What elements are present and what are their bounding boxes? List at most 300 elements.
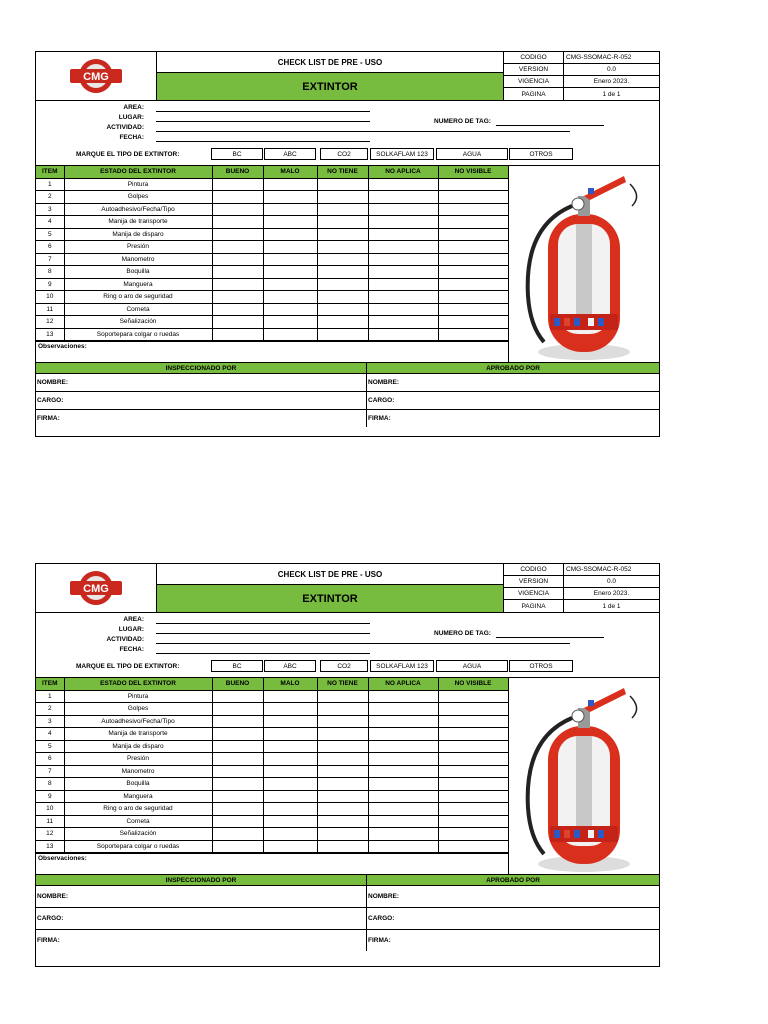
cell-no-tiene[interactable]	[317, 728, 368, 741]
item-number: 5	[36, 228, 64, 241]
cell-no-visible[interactable]	[438, 241, 508, 254]
lugar-field[interactable]	[156, 633, 370, 634]
tag-field[interactable]	[496, 637, 604, 638]
cell-no-aplica[interactable]	[368, 753, 438, 766]
item-name: Manija de disparo	[64, 228, 212, 241]
cell-no-visible[interactable]	[438, 740, 508, 753]
item-name: Señalización	[64, 828, 212, 841]
item-number: 2	[36, 703, 64, 716]
cell-no-tiene[interactable]	[317, 690, 368, 703]
cell-bueno[interactable]	[212, 328, 263, 341]
item-number: 9	[36, 278, 64, 291]
cell-malo[interactable]	[263, 803, 317, 816]
company-logo	[36, 564, 157, 612]
cell-bueno[interactable]	[212, 778, 263, 791]
item-name: Presión	[64, 753, 212, 766]
code-label: CODIGO	[504, 52, 564, 64]
cell-no-aplica[interactable]	[368, 266, 438, 279]
cell-bueno[interactable]	[212, 253, 263, 266]
cell-no-aplica[interactable]	[368, 728, 438, 741]
checklist-rows	[36, 690, 508, 853]
version-label: VERSION	[504, 576, 564, 588]
cell-no-aplica[interactable]	[368, 241, 438, 254]
item-number: 6	[36, 241, 64, 254]
cell-no-tiene[interactable]	[317, 790, 368, 803]
cell-bueno[interactable]	[212, 803, 263, 816]
item-number: 9	[36, 790, 64, 803]
cell-malo[interactable]	[263, 703, 317, 716]
cell-no-aplica[interactable]	[368, 203, 438, 216]
cell-no-aplica[interactable]	[368, 815, 438, 828]
cell-no-tiene[interactable]	[317, 815, 368, 828]
form-subtitle: EXTINTOR	[157, 73, 503, 100]
cell-no-tiene[interactable]	[317, 828, 368, 841]
tag-label: NUMERO DE TAG:	[434, 118, 491, 125]
inspected-by-header: INSPECCIONADO POR	[36, 875, 366, 886]
approver-cargo-field[interactable]: CARGO:	[367, 392, 659, 410]
cell-bueno[interactable]	[212, 815, 263, 828]
cell-bueno[interactable]	[212, 715, 263, 728]
cell-bueno[interactable]	[212, 203, 263, 216]
item-number: 10	[36, 803, 64, 816]
cell-no-visible[interactable]	[438, 203, 508, 216]
cell-no-tiene[interactable]	[317, 203, 368, 216]
cell-no-aplica[interactable]	[368, 715, 438, 728]
area-field[interactable]	[156, 623, 370, 624]
cell-no-tiene[interactable]	[317, 178, 368, 191]
approver-firma-field[interactable]: FIRMA:	[368, 937, 391, 944]
cell-malo[interactable]	[263, 191, 317, 204]
cell-no-visible[interactable]	[438, 266, 508, 279]
cell-no-visible[interactable]	[438, 765, 508, 778]
actividad-label: ACTIVIDAD:	[106, 636, 144, 643]
cell-no-aplica[interactable]	[368, 778, 438, 791]
cell-no-tiene[interactable]	[317, 840, 368, 853]
checklist-row	[36, 790, 508, 803]
cell-no-visible[interactable]	[438, 253, 508, 266]
item-number: 2	[36, 191, 64, 204]
cell-no-tiene[interactable]	[317, 778, 368, 791]
info-section	[36, 613, 659, 678]
inspector-firma-field[interactable]: FIRMA:	[37, 415, 60, 422]
checklist-row	[36, 216, 508, 229]
cell-no-aplica[interactable]	[368, 740, 438, 753]
cell-malo[interactable]	[263, 278, 317, 291]
cell-no-tiene[interactable]	[317, 241, 368, 254]
item-number: 1	[36, 690, 64, 703]
item-number: 6	[36, 753, 64, 766]
item-name: Manija de disparo	[64, 740, 212, 753]
item-name: Boquilla	[64, 266, 212, 279]
item-name: Ring o aro de seguridad	[64, 803, 212, 816]
extinguisher-diagram	[508, 166, 659, 362]
cell-no-visible[interactable]	[438, 703, 508, 716]
type-bc-box[interactable]: BC	[211, 148, 263, 160]
item-number: 11	[36, 815, 64, 828]
cell-no-tiene[interactable]	[317, 753, 368, 766]
cell-no-aplica[interactable]	[368, 191, 438, 204]
cell-bueno[interactable]	[212, 753, 263, 766]
form-title: CHECK LIST DE PRE - USO	[157, 564, 503, 585]
svg-text:CMG: CMG	[83, 583, 109, 595]
col-bueno: BUENO	[212, 678, 263, 690]
type-agua-box[interactable]: AGUA	[436, 148, 508, 160]
cell-no-visible[interactable]	[438, 828, 508, 841]
pagina-label: PAGINA	[504, 600, 564, 612]
col-estado: ESTADO DEL EXTINTOR	[64, 166, 212, 178]
approver-name-field[interactable]: NOMBRE:	[367, 886, 659, 908]
item-name: Manometro	[64, 253, 212, 266]
cell-malo[interactable]	[263, 316, 317, 329]
extinguisher-type-label: MARQUE EL TIPO DE EXTINTOR:	[76, 663, 180, 670]
col-no-aplica: NO APLICA	[368, 166, 438, 178]
inspected-by-header: INSPECCIONADO POR	[36, 363, 366, 374]
checklist-header-row	[36, 678, 508, 690]
observaciones-label: Observaciones:	[36, 341, 508, 361]
cell-no-visible[interactable]	[438, 328, 508, 341]
fecha-label: FECHA:	[119, 134, 144, 141]
cell-no-visible[interactable]	[438, 803, 508, 816]
form-subtitle: EXTINTOR	[157, 585, 503, 612]
cell-bueno[interactable]	[212, 740, 263, 753]
checklist-row	[36, 178, 508, 191]
actividad-field[interactable]	[156, 643, 570, 644]
cell-no-aplica[interactable]	[368, 316, 438, 329]
col-malo: MALO	[263, 678, 317, 690]
vigencia-label: VIGENCIA	[504, 76, 564, 88]
cell-bueno[interactable]	[212, 291, 263, 304]
checklist-row	[36, 228, 508, 241]
cell-no-tiene[interactable]	[317, 803, 368, 816]
fecha-label: FECHA:	[119, 646, 144, 653]
cell-bueno[interactable]	[212, 690, 263, 703]
form-title: CHECK LIST DE PRE - USO	[157, 52, 503, 73]
cell-malo[interactable]	[263, 728, 317, 741]
cell-malo[interactable]	[263, 328, 317, 341]
item-name: Manguera	[64, 278, 212, 291]
cell-no-aplica[interactable]	[368, 690, 438, 703]
col-no-visible: NO VISIBLE	[438, 678, 508, 690]
cell-malo[interactable]	[263, 765, 317, 778]
signature-section	[36, 875, 659, 951]
cell-no-aplica[interactable]	[368, 703, 438, 716]
item-number: 3	[36, 715, 64, 728]
cell-bueno[interactable]	[212, 316, 263, 329]
cell-no-visible[interactable]	[438, 790, 508, 803]
cell-no-tiene[interactable]	[317, 703, 368, 716]
cell-no-tiene[interactable]	[317, 303, 368, 316]
cell-bueno[interactable]	[212, 790, 263, 803]
vigencia-label: VIGENCIA	[504, 588, 564, 600]
col-item: ITEM	[36, 678, 64, 690]
cell-no-visible[interactable]	[438, 191, 508, 204]
cell-malo[interactable]	[263, 715, 317, 728]
cell-no-tiene[interactable]	[317, 228, 368, 241]
cell-no-tiene[interactable]	[317, 740, 368, 753]
col-no-tiene: NO TIENE	[317, 678, 368, 690]
cell-bueno[interactable]	[212, 303, 263, 316]
approved-by-header: APROBADO POR	[367, 875, 659, 886]
col-no-tiene: NO TIENE	[317, 166, 368, 178]
extinguisher-type-label: MARQUE EL TIPO DE EXTINTOR:	[76, 151, 180, 158]
item-number: 8	[36, 266, 64, 279]
cell-no-aplica[interactable]	[368, 228, 438, 241]
type-co2-box[interactable]: CO2	[320, 660, 368, 672]
form-header	[36, 52, 659, 101]
checklist-table	[36, 678, 509, 853]
cell-malo[interactable]	[263, 740, 317, 753]
checklist-rows	[36, 178, 508, 341]
type-abc-box[interactable]: ABC	[264, 148, 316, 160]
inspector-cargo-field[interactable]: CARGO:	[36, 392, 366, 410]
area-label: AREA:	[123, 104, 144, 111]
checklist-form-1	[35, 51, 660, 437]
col-item: ITEM	[36, 166, 64, 178]
inspector-name-field[interactable]: NOMBRE:	[36, 886, 366, 908]
checklist-row	[36, 191, 508, 204]
item-number: 13	[36, 328, 64, 341]
tag-field[interactable]	[496, 125, 604, 126]
cell-no-tiene[interactable]	[317, 278, 368, 291]
lugar-field[interactable]	[156, 121, 370, 122]
cell-no-aplica[interactable]	[368, 278, 438, 291]
version-label: VERSION	[504, 64, 564, 76]
checklist-row	[36, 778, 508, 791]
item-number: 11	[36, 303, 64, 316]
item-number: 5	[36, 740, 64, 753]
area-label: AREA:	[123, 616, 144, 623]
lugar-label: LUGAR:	[118, 114, 144, 121]
cell-bueno[interactable]	[212, 178, 263, 191]
checklist-row	[36, 803, 508, 816]
cell-bueno[interactable]	[212, 228, 263, 241]
pagina-label: PAGINA	[504, 88, 564, 100]
item-name: Autoadhesivo/Fecha/Tipo	[64, 203, 212, 216]
cell-no-tiene[interactable]	[317, 291, 368, 304]
cell-no-tiene[interactable]	[317, 328, 368, 341]
item-name: Pintura	[64, 178, 212, 191]
cell-no-visible[interactable]	[438, 815, 508, 828]
cell-bueno[interactable]	[212, 840, 263, 853]
item-name: Manija de transporte	[64, 728, 212, 741]
item-name: Manija de transporte	[64, 216, 212, 229]
item-number: 13	[36, 840, 64, 853]
cell-malo[interactable]	[263, 241, 317, 254]
vigencia-value: Enero 2023.	[564, 76, 659, 88]
inspector-name-field[interactable]: NOMBRE:	[36, 374, 366, 392]
cell-no-visible[interactable]	[438, 778, 508, 791]
type-solkaflam-box[interactable]: SOLKAFLAM 123	[370, 660, 434, 672]
cell-no-visible[interactable]	[438, 840, 508, 853]
item-name: Soportepara colgar o ruedas	[64, 328, 212, 341]
cell-no-tiene[interactable]	[317, 316, 368, 329]
cell-bueno[interactable]	[212, 765, 263, 778]
approver-firma-field[interactable]: FIRMA:	[368, 415, 391, 422]
cell-no-aplica[interactable]	[368, 840, 438, 853]
cell-no-tiene[interactable]	[317, 191, 368, 204]
actividad-label: ACTIVIDAD:	[106, 124, 144, 131]
checklist-row	[36, 728, 508, 741]
cell-no-aplica[interactable]	[368, 803, 438, 816]
cell-bueno[interactable]	[212, 728, 263, 741]
checklist-row	[36, 815, 508, 828]
cell-no-aplica[interactable]	[368, 291, 438, 304]
type-agua-box[interactable]: AGUA	[436, 660, 508, 672]
checklist-row	[36, 740, 508, 753]
approver-name-field[interactable]: NOMBRE:	[367, 374, 659, 392]
code-value: CMG-SSOMAC-R-052	[564, 564, 659, 576]
pagina-value: 1 de 1	[602, 602, 621, 610]
type-otros-box[interactable]: OTROS	[509, 660, 573, 672]
cell-no-visible[interactable]	[438, 753, 508, 766]
checklist-row	[36, 715, 508, 728]
cell-malo[interactable]	[263, 840, 317, 853]
cell-no-aplica[interactable]	[368, 178, 438, 191]
col-bueno: BUENO	[212, 166, 263, 178]
area-field[interactable]	[156, 111, 370, 112]
checklist-row	[36, 241, 508, 254]
approver-cargo-field[interactable]: CARGO:	[367, 908, 659, 930]
checklist-row	[36, 303, 508, 316]
item-name: Señalización	[64, 316, 212, 329]
cell-malo[interactable]	[263, 266, 317, 279]
cell-no-aplica[interactable]	[368, 765, 438, 778]
item-number: 4	[36, 728, 64, 741]
cell-no-tiene[interactable]	[317, 715, 368, 728]
checklist-section	[36, 678, 659, 875]
cell-no-visible[interactable]	[438, 690, 508, 703]
cell-no-aplica[interactable]	[368, 790, 438, 803]
cell-malo[interactable]	[263, 753, 317, 766]
cell-malo[interactable]	[263, 790, 317, 803]
item-name: Ring o aro de seguridad	[64, 291, 212, 304]
cell-no-tiene[interactable]	[317, 253, 368, 266]
cell-malo[interactable]	[263, 778, 317, 791]
cell-malo[interactable]	[263, 690, 317, 703]
cell-malo[interactable]	[263, 253, 317, 266]
type-otros-box[interactable]: OTROS	[509, 148, 573, 160]
signature-section	[36, 363, 659, 427]
fecha-field[interactable]	[156, 653, 370, 654]
checklist-row	[36, 703, 508, 716]
cell-no-visible[interactable]	[438, 178, 508, 191]
cell-malo[interactable]	[263, 291, 317, 304]
document-codes	[504, 52, 659, 100]
cell-bueno[interactable]	[212, 266, 263, 279]
observaciones-label: Observaciones:	[36, 853, 508, 873]
lugar-label: LUGAR:	[118, 626, 144, 633]
checklist-row	[36, 690, 508, 703]
checklist-row	[36, 316, 508, 329]
cell-bueno[interactable]	[212, 703, 263, 716]
item-name: Pintura	[64, 690, 212, 703]
fecha-field[interactable]	[156, 141, 370, 142]
cell-no-visible[interactable]	[438, 316, 508, 329]
cell-no-tiene[interactable]	[317, 216, 368, 229]
cell-no-aplica[interactable]	[368, 303, 438, 316]
checklist-form-2	[35, 563, 660, 967]
inspector-cargo-field[interactable]: CARGO:	[36, 908, 366, 930]
checklist-row	[36, 828, 508, 841]
type-co2-box[interactable]: CO2	[320, 148, 368, 160]
item-number: 1	[36, 178, 64, 191]
version-value: 0.0	[564, 576, 659, 588]
cell-no-visible[interactable]	[438, 303, 508, 316]
cell-bueno[interactable]	[212, 216, 263, 229]
form-header	[36, 564, 659, 613]
checklist-row	[36, 278, 508, 291]
col-malo: MALO	[263, 166, 317, 178]
type-bc-box[interactable]: BC	[211, 660, 263, 672]
actividad-field[interactable]	[156, 131, 570, 132]
checklist-section	[36, 166, 659, 363]
cell-malo[interactable]	[263, 216, 317, 229]
cell-bueno[interactable]	[212, 191, 263, 204]
item-number: 8	[36, 778, 64, 791]
type-abc-box[interactable]: ABC	[264, 660, 316, 672]
cell-malo[interactable]	[263, 178, 317, 191]
checklist-row	[36, 291, 508, 304]
cell-bueno[interactable]	[212, 241, 263, 254]
company-logo	[36, 52, 157, 100]
item-name: Golpes	[64, 703, 212, 716]
cell-malo[interactable]	[263, 228, 317, 241]
cell-bueno[interactable]	[212, 828, 263, 841]
item-name: Autoadhesivo/Fecha/Tipo	[64, 715, 212, 728]
cell-no-visible[interactable]	[438, 715, 508, 728]
checklist-row	[36, 203, 508, 216]
code-label: CODIGO	[504, 564, 564, 576]
cell-no-tiene[interactable]	[317, 266, 368, 279]
item-name: Corneta	[64, 815, 212, 828]
vigencia-value: Enero 2023.	[564, 588, 659, 600]
code-value: CMG-SSOMAC-R-052	[564, 52, 659, 64]
item-number: 7	[36, 765, 64, 778]
item-number: 7	[36, 253, 64, 266]
cell-no-visible[interactable]	[438, 728, 508, 741]
cell-bueno[interactable]	[212, 278, 263, 291]
item-number: 4	[36, 216, 64, 229]
type-solkaflam-box[interactable]: SOLKAFLAM 123	[370, 148, 434, 160]
cell-no-visible[interactable]	[438, 291, 508, 304]
checklist-table	[36, 166, 509, 341]
checklist-row	[36, 753, 508, 766]
cell-no-aplica[interactable]	[368, 328, 438, 341]
item-name: Golpes	[64, 191, 212, 204]
item-name: Presión	[64, 241, 212, 254]
cell-no-aplica[interactable]	[368, 253, 438, 266]
inspector-firma-field[interactable]: FIRMA:	[37, 937, 60, 944]
item-name: Manguera	[64, 790, 212, 803]
cell-no-tiene[interactable]	[317, 765, 368, 778]
item-name: Boquilla	[64, 778, 212, 791]
cell-malo[interactable]	[263, 303, 317, 316]
checklist-row	[36, 765, 508, 778]
checklist-row	[36, 253, 508, 266]
info-section	[36, 101, 659, 166]
cell-no-aplica[interactable]	[368, 828, 438, 841]
pagina-value: 1 de 1	[602, 90, 621, 98]
item-name: Manometro	[64, 765, 212, 778]
cell-malo[interactable]	[263, 828, 317, 841]
cell-no-visible[interactable]	[438, 278, 508, 291]
cell-no-visible[interactable]	[438, 216, 508, 229]
checklist-row	[36, 840, 508, 853]
cell-malo[interactable]	[263, 815, 317, 828]
cell-no-aplica[interactable]	[368, 216, 438, 229]
cell-malo[interactable]	[263, 203, 317, 216]
cell-no-visible[interactable]	[438, 228, 508, 241]
